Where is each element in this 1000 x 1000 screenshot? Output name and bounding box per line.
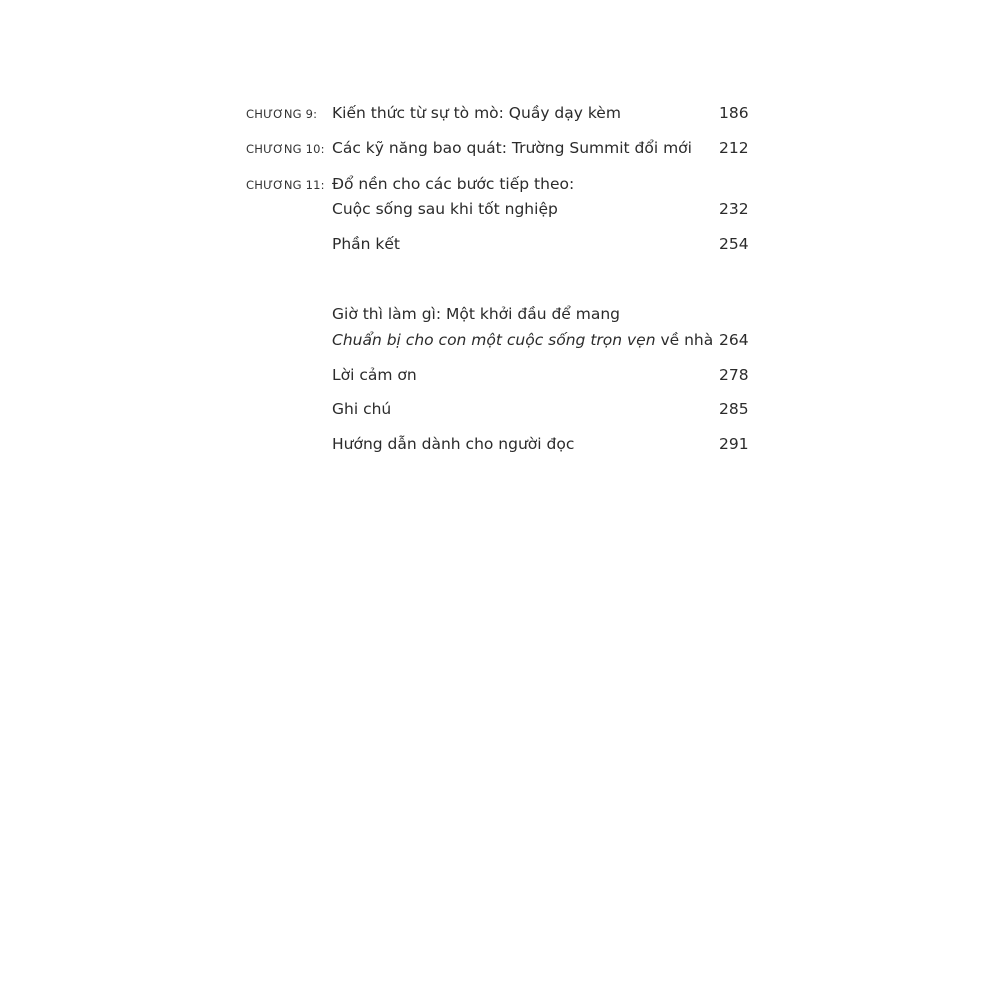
entry-title: Kiến thức từ sự tò mò: Quầy dạy kèm (332, 104, 621, 122)
chapter-label: CHƯƠNG 11: (246, 178, 325, 192)
page-number: 264 (719, 331, 749, 349)
entry-title: Lời cảm ơn (332, 366, 417, 384)
page-number: 254 (719, 235, 749, 253)
entry-title-line-1: Giờ thì làm gì: Một khởi đầu để mang (332, 305, 621, 323)
page-number: 232 (719, 200, 749, 218)
entry-title: Các kỹ năng bao quát: Trường Summit đổi mới (332, 139, 692, 157)
entry-title-line-2 (332, 331, 713, 349)
page-number: 278 (719, 366, 749, 384)
page-number: 291 (719, 435, 749, 453)
entry-title: Hướng dẫn dành cho người đọc (332, 435, 575, 453)
entry-title-line-1: Đổ nền cho các bước tiếp theo: (332, 175, 575, 193)
entry-title: Phần kết (332, 235, 401, 253)
entry-title-line-2: Cuộc sống sau khi tốt nghiệp (332, 200, 558, 218)
chapter-label: CHƯƠNG 10: (246, 142, 325, 156)
entry-title-italic: Chuẩn bị cho con một cuộc sống trọn vẹn (332, 331, 656, 349)
chapter-label: CHƯƠNG 9: (246, 107, 318, 121)
page-number: 285 (719, 400, 749, 418)
entry-title: Ghi chú (332, 400, 392, 418)
entry-title-rest: về nhà (655, 331, 714, 349)
page-number: 186 (719, 104, 749, 122)
page-number: 212 (719, 139, 749, 157)
